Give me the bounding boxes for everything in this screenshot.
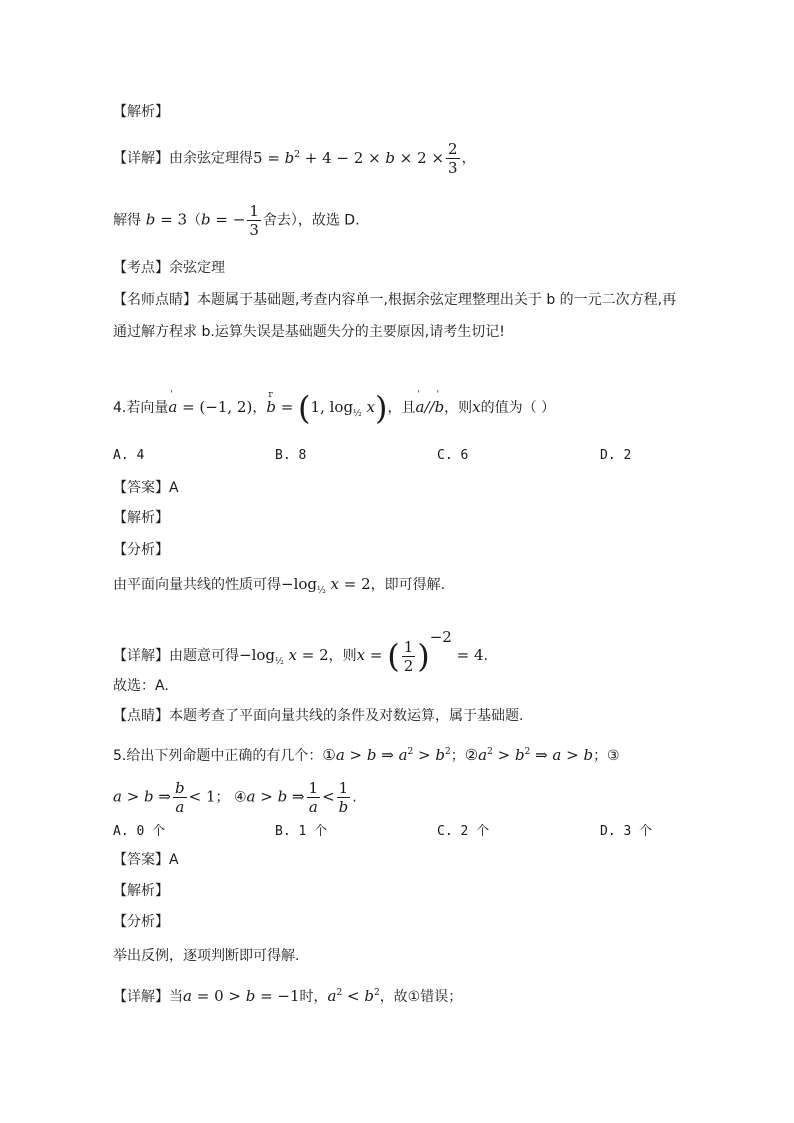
var-x: x [472,398,481,416]
q4-prefix: 4.若向量 [113,400,169,416]
q4-detail-label: 【详解】 [113,648,169,664]
q4-fenxi-heading: 【分析】 [113,542,169,558]
q4-detail-text: 由题意可得 [169,648,239,664]
reject-text: 舍去），故选 D. [262,212,360,229]
q5-detail-text: 当 [169,989,183,1005]
q4-detail-end: . [483,648,488,664]
proposition-3: a > b ⇒ [113,787,171,806]
fraction-2-3: $\frac{2}{3}$ [448,140,458,177]
q4-sep2: ，且 [387,400,416,416]
fraction-1-a: $\frac{1}{a}$ [308,779,319,816]
q5-sep1: ； [450,748,465,764]
cosine-equation: $5 = b^2 + 4 - 2 \times b \times 2$ × [253,148,445,167]
q5-detail-label: 【详解】 [113,989,169,1005]
proposition-3-tail: < 1 [188,787,216,806]
vector-a-def: a ' = (−1, 2) [168,390,253,416]
fraction-1-b: $\frac{1}{b}$ [338,779,349,816]
q4-detail-equation: $-\log_{\frac{1}{2}}$ x = 2 [239,646,329,667]
kaodian-line [113,258,225,278]
detail-label: 【详解】 [113,150,169,167]
solve-prefix: 解得 [113,212,141,229]
less-than: < [322,787,335,806]
vector-b-def: b r = [266,390,299,416]
proposition-1: ①a > b ⇒ $a^2 > b^2$ [322,746,451,764]
q4-dianjing [113,706,523,726]
q4-result-value: = 4 [451,646,484,664]
q4-suffix: 的值为（ ） [480,400,556,416]
q4-sep1: ， [252,400,267,416]
mingshi-line-1 [113,290,676,310]
q5-end: . [352,789,357,806]
q5-fenxi-heading: 【分析】 [113,914,169,930]
q4-detail-mid: ，则 [328,648,357,664]
q4-option-d: D. 2 [600,448,632,463]
q5-option-d: D. 3 个 [600,824,653,839]
q5-detail-end: ，故①错误； [379,989,463,1005]
q5-detail [113,983,462,1007]
q5-detail-mid: 时， [299,989,328,1005]
q4-analysis-heading: 【解析】 [113,510,169,526]
q4-option-a: A. 4 [113,448,145,463]
solve-line [113,202,360,239]
q4-fenxi-equation: $-\log_{\frac{1}{2}}$ x = 2 [281,575,371,596]
proposition-4: a > b ⇒ [246,787,305,806]
vector-b-components: 1, $\log_{\frac{1}{2}} x$ [310,398,376,419]
q5-sep3: ； ④ [215,789,247,806]
q5-counterexample: a = 0 > b = −1 [183,987,300,1005]
solution-b: b = 3 [141,210,188,229]
q4-sep3: ，则 [444,400,473,416]
fraction-b-a: $\frac{b}{a}$ [175,779,185,816]
q5-option-b: B. 1 个 [275,824,328,839]
q4-fenxi-end: ，即可得解. [370,577,446,593]
q4-detail: 【详解】由题意可得$-\log_{\frac{1}{2}}$ x = 2，则x = ( $\frac{1}{2}$ )$^{-2}$ = 4. [113,628,488,675]
q4-guxuan: 故选：A. [113,678,169,694]
mingshi-line-2: 通过解方程求 b.运算失误是基础题失分的主要原因,请考生切记! [113,324,505,340]
fraction-1-2: $\frac{1}{2}$ [403,637,414,675]
q5-inequality: $a^2 < b^2$ [327,987,380,1005]
q5-option-c: C. 2 个 [437,824,490,839]
kaodian-text: 余弦定理 [169,260,225,276]
rejected-root: b = − [201,210,246,229]
parallel-condition: a ' //b ' [415,390,445,416]
comma: ， [461,150,476,167]
mingshi-label: 【名师点睛】 [113,292,197,308]
q4-option-c: C. 6 [437,448,469,463]
question-5-stem-2 [113,779,357,816]
proposition-2: $②a^2 > b^2$ ⇒ a > b [464,746,594,764]
question-5-stem-1 [113,742,620,766]
question-4-stem: 4.若向量a ' = (−1, 2)，b r = (1, $\log_{\frac{1}{2}} x$)，且a ' //b ' ，则x的值为（ ） [113,389,556,427]
analysis-heading: 【解析】 [113,104,169,120]
q4-dianjing-label: 【点睛】 [113,708,169,724]
q4-dianjing-text: 本题考查了平面向量共线的条件及对数运算，属于基础题. [169,708,524,724]
exponent: −2 [429,628,452,646]
fraction-1-3: $\frac{1}{3}$ [249,202,259,239]
detail-cosine-law [113,140,476,177]
detail-text: 由余弦定理得 [169,150,253,167]
q4-result: x = [356,646,388,664]
q4-answer: 【答案】A [113,480,179,496]
q5-answer: 【答案】A [113,852,179,868]
q5-prefix: 5.给出下列命题中正确的有几个： [113,748,323,764]
paren-open: （ [187,212,202,229]
q5-option-a: A. 0 个 [113,824,166,839]
q5-sep2: ；③ [593,748,620,764]
q4-fenxi-text [113,574,445,601]
q5-fenxi-text: 举出反例，逐项判断即可得解. [113,948,300,964]
q5-analysis-heading: 【解析】 [113,883,169,899]
kaodian-label: 【考点】 [113,260,169,276]
mingshi-text-1: 本题属于基础题,考查内容单一,根据余弦定理整理出关于 b 的一元二次方程,再 [197,292,677,308]
q4-option-b: B. 8 [275,448,307,463]
q4-fenxi-body: 由平面向量共线的性质可得 [113,577,281,593]
